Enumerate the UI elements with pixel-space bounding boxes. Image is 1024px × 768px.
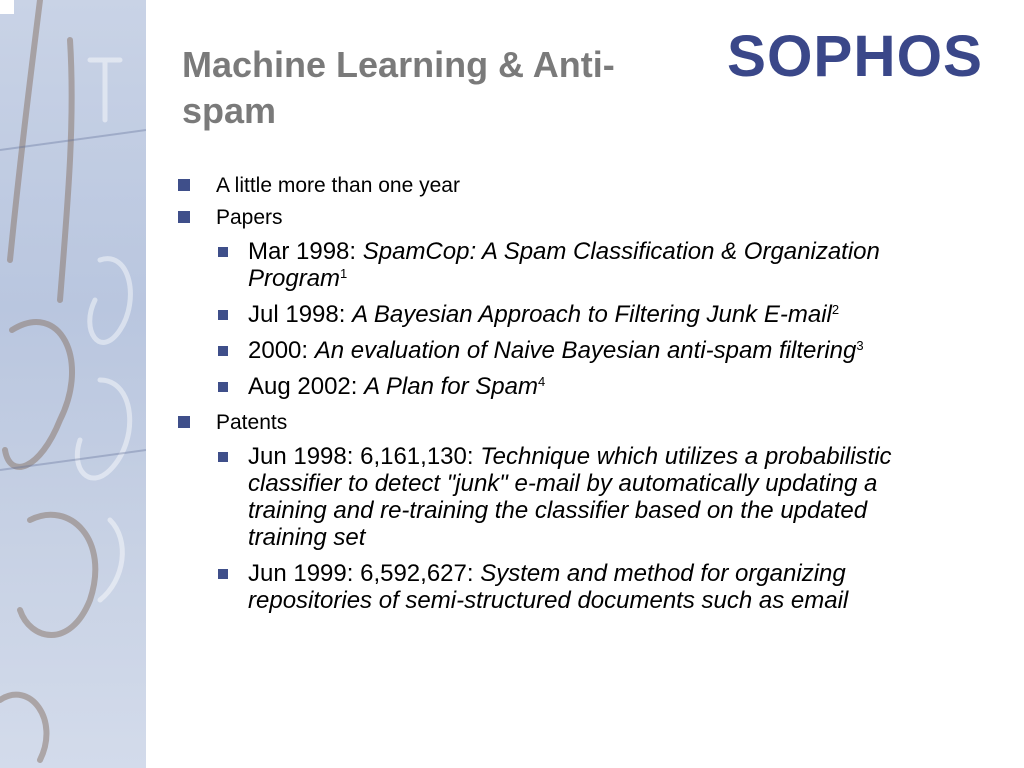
bullet-list — [176, 172, 936, 623]
list-item: Papers — [176, 204, 936, 232]
square-bullet-icon — [218, 452, 228, 462]
list-item: Mar 1998: SpamCop: A Spam Classification & Organization Program$^1$ — [216, 238, 936, 292]
decorative-side-strip — [0, 0, 146, 768]
list-item: 2000: An evaluation of Naive Bayesian anti-spam filtering$^3$ — [216, 337, 936, 364]
svg-text:SOPHOS: SOPHOS — [727, 24, 983, 86]
handwriting-background-icon — [0, 0, 146, 768]
square-bullet-icon — [218, 247, 228, 257]
sophos-logo — [724, 24, 986, 86]
square-bullet-icon — [178, 179, 190, 191]
square-bullet-icon — [178, 416, 190, 428]
list-item: Patents — [176, 409, 936, 437]
slide-title: Machine Learning & Anti-spam — [182, 44, 615, 131]
papers-sublist — [176, 238, 936, 400]
square-bullet-icon — [218, 382, 228, 392]
patents-sublist — [176, 443, 936, 614]
list-item: Jun 1999: 6,592,627: System and method for organizing repositories of semi-structured documents such as email — [216, 560, 936, 614]
square-bullet-icon — [218, 569, 228, 579]
list-item: Jul 1998: A Bayesian Approach to Filtering Junk E-mail$^2$ — [216, 301, 936, 328]
list-item: Jun 1998: 6,161,130: Technique which utilizes a probabilistic classifier to detect "junk" e-mail by automatically updating a training and re-training the classifier based on the updated training set — [216, 443, 936, 551]
list-item: A little more than one year — [176, 172, 936, 200]
square-bullet-icon — [218, 310, 228, 320]
square-bullet-icon — [178, 211, 190, 223]
list-item: Aug 2002: A Plan for Spam$^4$ — [216, 373, 936, 400]
corner-mark — [0, 0, 14, 14]
square-bullet-icon — [218, 346, 228, 356]
